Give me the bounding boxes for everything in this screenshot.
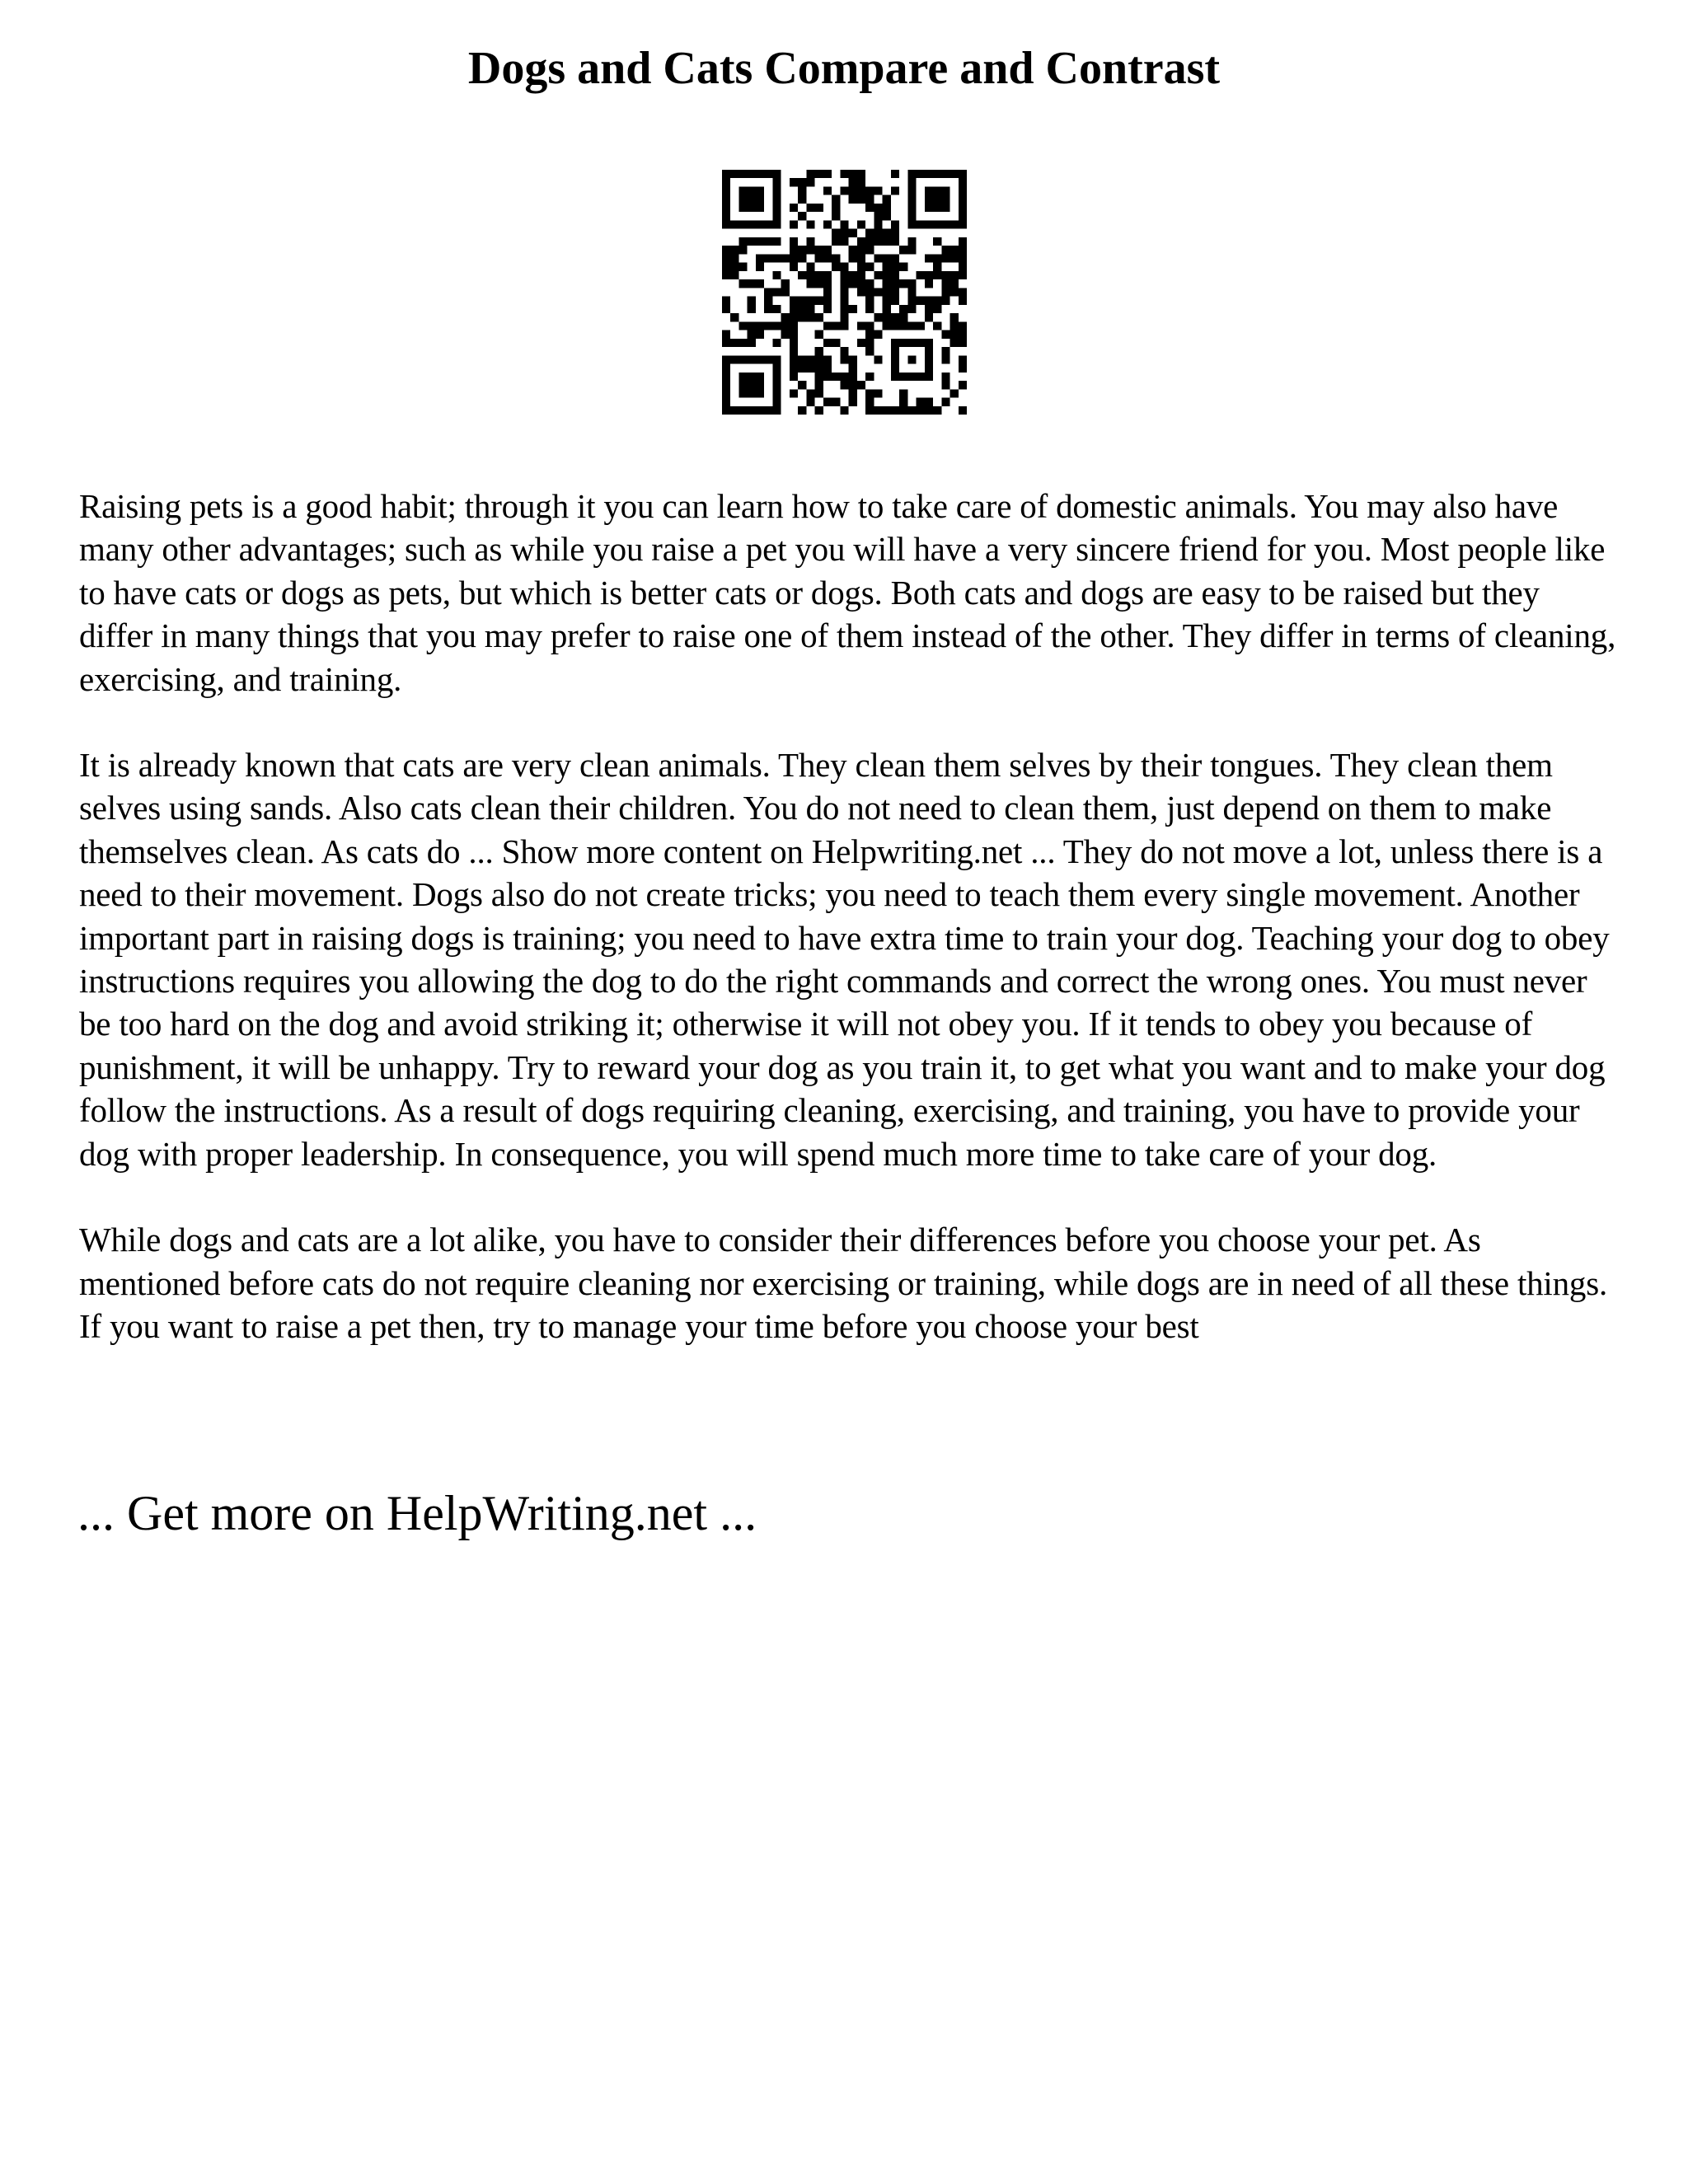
get-more-link[interactable]: ... Get more on HelpWriting.net ...	[77, 1486, 757, 1540]
paragraph-conclusion: While dogs and cats are a lot alike, you have to consider their differences before you choose your pet. As mentioned before cats do not require cleaning nor exercising or training, while dogs are in need of all these things. If you want to raise a pet then, try to manage your time before you choose your best	[79, 1221, 1608, 1345]
article-body	[79, 485, 1620, 1390]
page-title: Dogs and Cats Compare and Contrast	[467, 43, 1221, 94]
qr-code-icon	[722, 170, 967, 415]
paragraph-intro: Raising pets is a good habit; through it you can learn how to take care of domestic animals. You may also have many other advantages; such as while you raise a pet you will have a very sincere friend for you. Most people like to have cats or dogs as pets, but which is better cats or dogs. Both cats and dogs are easy to be raised but they differ in many things that you may prefer to raise one of them instead of the other. They differ in terms of cleaning, exercising, and training.	[79, 487, 1616, 698]
paragraph-cleaning-training: It is already known that cats are very clean animals. They clean them selves by their tongues. They clean them selves using sands. Also cats clean their children. You do not need to clean them, just depend on them to make themselves clean. As cats do ... Show more content on Helpwriting.net ... They do not move a lot, unless there is a need to their movement. Dogs also do not create tricks; you need to teach them every single movement. Another important part in raising dogs is training; you need to have extra time to train your dog. Teaching your dog to obey instructions requires you allowing the dog to do the right commands and correct the wrong ones. You must never be too hard on the dog and avoid striking it; otherwise it will not obey you. If it tends to obey you because of punishment, it will be unhappy. Try to reward your dog as you train it, to get what you want and to make your dog follow the instructions. As a result of dogs requiring cleaning, exercising, and training, you have to provide your dog with proper leadership. In consequence, you will spend much more time to take care of your dog.	[79, 746, 1610, 1173]
